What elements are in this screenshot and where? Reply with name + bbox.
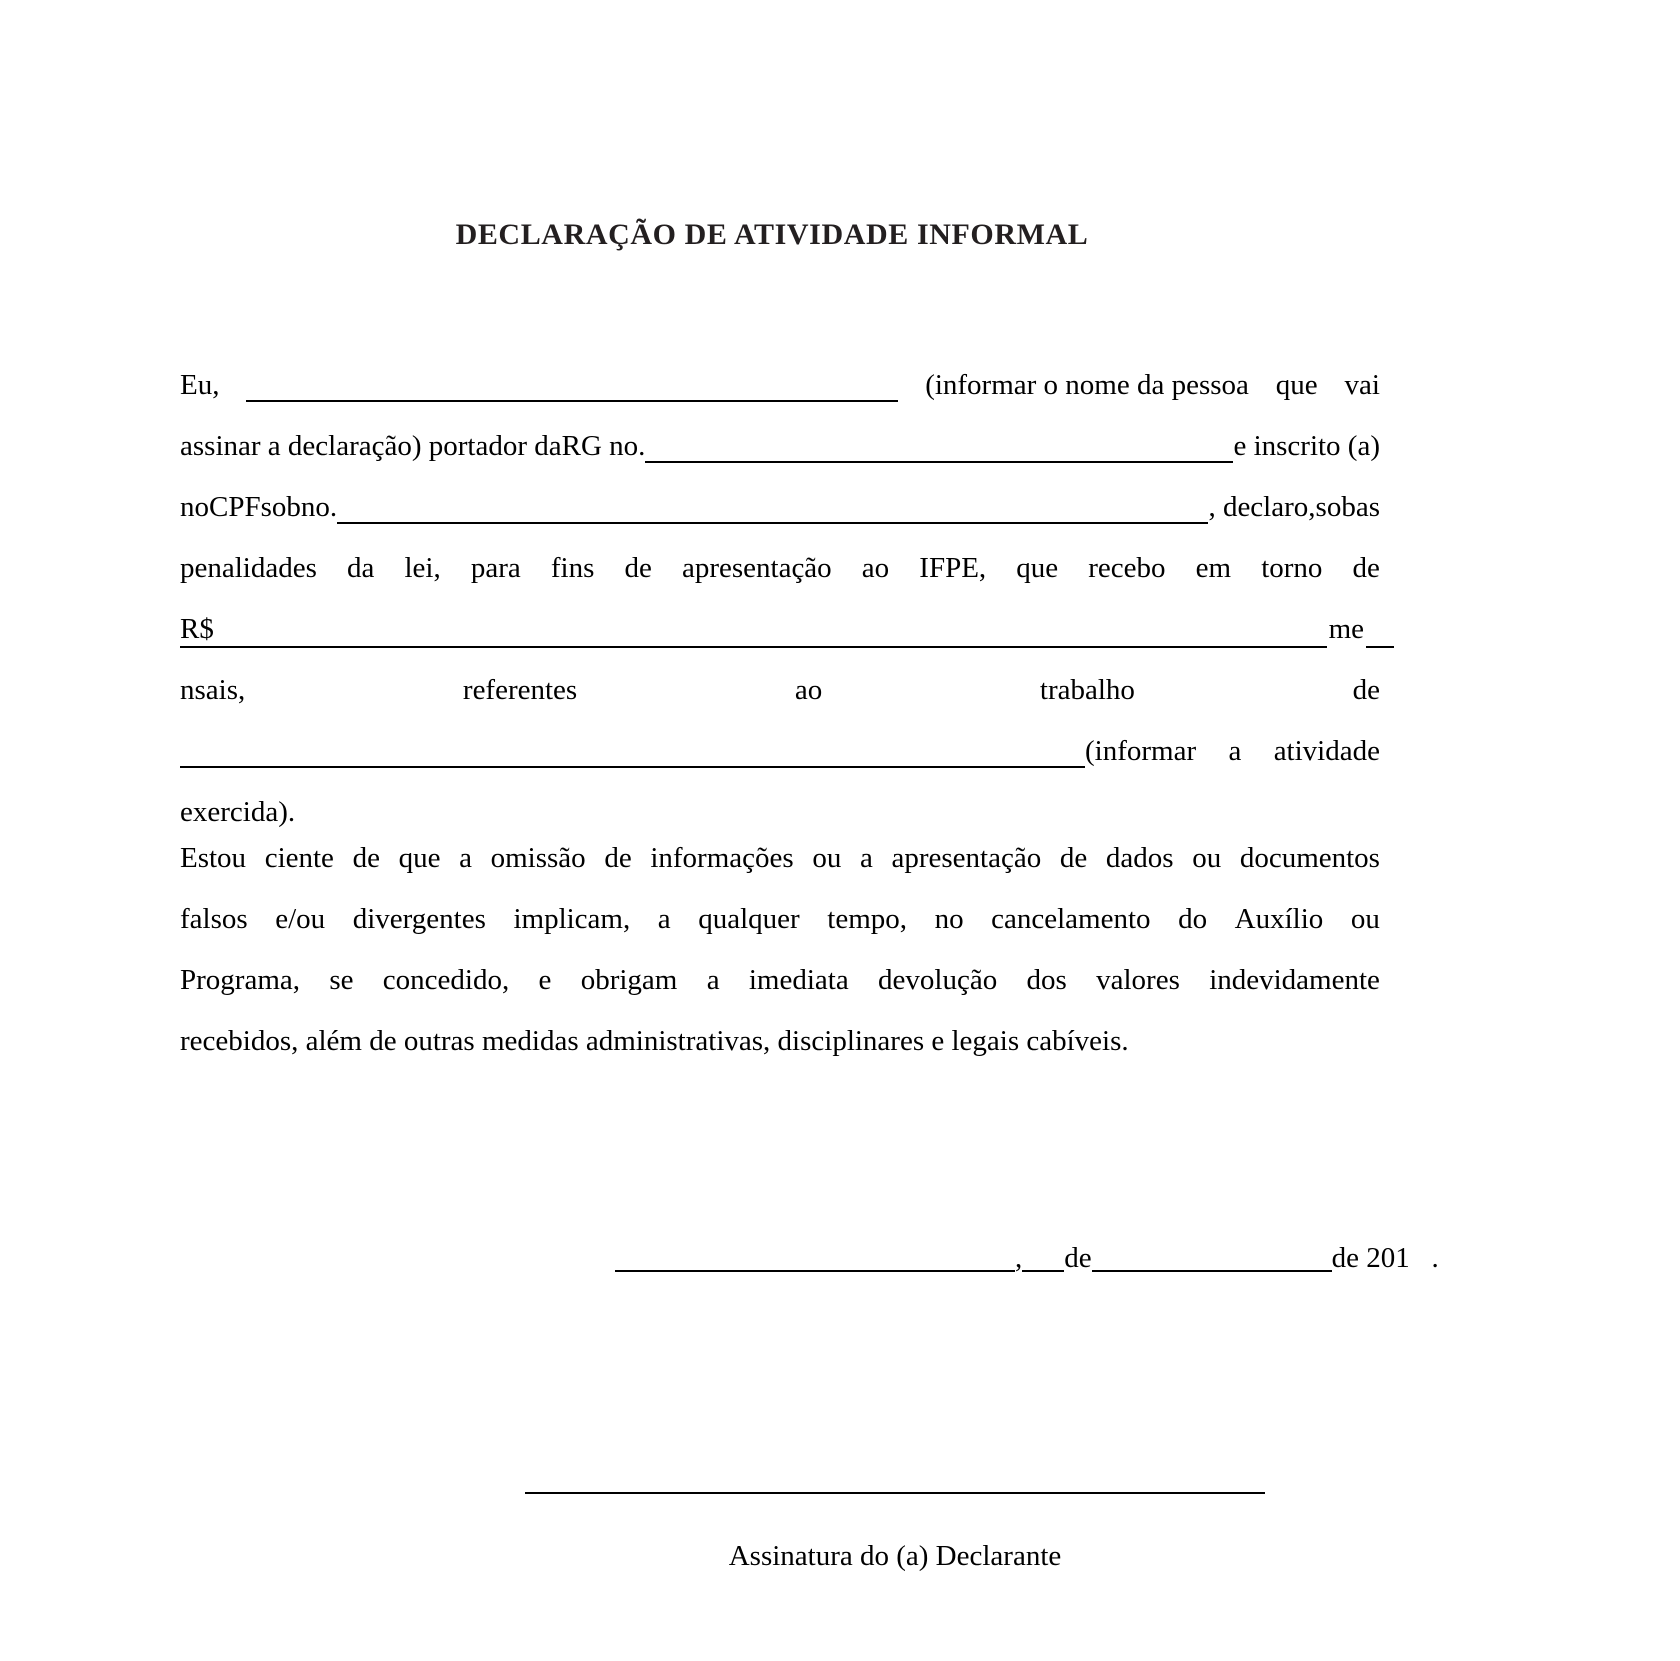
paragraph1-line1-word-que: que (1275, 369, 1318, 401)
paragraph1-line3-word-sob2: sob (1315, 491, 1356, 523)
p2l3-w8: devolução (878, 964, 998, 996)
p1l4-w5: fins (550, 552, 595, 584)
p2l1-w5: a (459, 842, 472, 874)
paragraph2-line-3 (180, 950, 1380, 1011)
p2l2-w2: e/ou (275, 903, 326, 935)
p2l1-w8: informações (650, 842, 794, 874)
informar-atividade-hint: (informar (1085, 735, 1197, 767)
paragraph1-line3-word-no: no (180, 491, 209, 523)
p1l4-w6: de (624, 552, 652, 584)
mensais-fragment-me: me (1327, 599, 1366, 660)
p2l2-w12: ou (1350, 903, 1380, 935)
p1l6-w2: referentes (462, 674, 578, 706)
p2l3-w6: a (706, 964, 720, 996)
p2l3-w7: imediata (748, 964, 849, 996)
paragraph2-line-4 (180, 1011, 1380, 1072)
e-inscrito-text: e inscrito (a) (1233, 430, 1380, 462)
paragraph1-line3-word-sob: sob (260, 491, 301, 523)
paragraph1-line-1 (180, 355, 1380, 416)
paragraph1-line3-word-cpf: CPF (209, 491, 261, 523)
p2l2-w4: implicam, (513, 903, 631, 935)
p1l4-w8: ao (861, 552, 890, 584)
paragraph1-line-5 (180, 599, 1380, 660)
day-blank-field[interactable] (1022, 1270, 1064, 1272)
p1l6-w3: ao (794, 674, 823, 706)
p2l1-w11: apresentação (891, 842, 1042, 874)
p1l4-w14: de (1352, 552, 1380, 584)
mensais-fragment-nsais: nsais, (180, 674, 246, 706)
date-period: . (1431, 1242, 1439, 1274)
paragraph1-line-7 (180, 721, 1380, 782)
p2l4-text: recebidos, além de outras medidas administrativas, disciplinares e legais cabíveis. (180, 1025, 1129, 1057)
p2l3-w4: e (538, 964, 552, 996)
year-prefix: 201 (1366, 1242, 1410, 1274)
p2l2-w9: cancelamento (991, 903, 1151, 935)
income-blank-field[interactable] (180, 646, 1394, 648)
p2l1-w2: ciente (264, 842, 334, 874)
assinar-declaracao-text: assinar a declaração) portador da (180, 430, 562, 462)
p2l2-w3: divergentes (352, 903, 486, 935)
p2l1-w3: de (352, 842, 380, 874)
p2l2-w7: tempo, (827, 903, 908, 935)
p2l2-w10: do (1178, 903, 1208, 935)
p1l4-w7: apresentação (681, 552, 832, 584)
p1l4-w10: que (1016, 552, 1059, 584)
city-blank-field[interactable] (615, 1270, 1015, 1272)
p2l1-w6: omissão (490, 842, 586, 874)
rg-blank-field[interactable] (645, 461, 1233, 463)
p2l3-w9: dos (1026, 964, 1067, 996)
p1l7-w2: atividade (1273, 735, 1380, 767)
p1l4-w11: recebo (1088, 552, 1166, 584)
name-blank-field[interactable] (246, 400, 898, 402)
p1l4-w1: penalidades (180, 552, 317, 584)
signature-caption: Assinatura do (a) Declarante (728, 1540, 1062, 1572)
p1l6-w5: de (1352, 674, 1380, 706)
p2l2-w8: no (934, 903, 964, 935)
p2l3-w11: indevidamente (1209, 964, 1380, 996)
signature-line[interactable] (525, 1492, 1265, 1494)
p2l2-w5: a (657, 903, 671, 935)
p1l7-w1: a (1228, 735, 1242, 767)
p1l4-w4: para (470, 552, 521, 584)
p1l4-w12: em (1195, 552, 1232, 584)
p2l1-w13: dados (1105, 842, 1174, 874)
p1l4-w13: torno (1261, 552, 1323, 584)
paragraph1-line-4 (180, 538, 1380, 599)
paragraph2-line-2 (180, 889, 1380, 950)
declaration-paragraph-2 (180, 828, 1380, 1072)
p2l2-w1: falsos (180, 903, 248, 935)
p2l1-w7: de (604, 842, 632, 874)
date-de-1: de (1064, 1242, 1092, 1274)
declaro-text: , declaro, (1208, 491, 1316, 523)
p1l4-institution: IFPE, (919, 552, 987, 584)
date-comma: , (1015, 1242, 1023, 1274)
activity-blank-field[interactable] (180, 766, 1085, 768)
paragraph1-line-2 (180, 416, 1380, 477)
paragraph1-line-6 (180, 660, 1380, 721)
rg-label: RG no. (561, 430, 646, 462)
p2l1-w10: a (859, 842, 873, 874)
exercida-text: exercida). (180, 796, 296, 828)
p1l4-w2: da (347, 552, 375, 584)
p2l1-w1: Estou (180, 842, 247, 874)
cpf-blank-field[interactable] (337, 522, 1208, 524)
p1l6-w4: trabalho (1039, 674, 1135, 706)
p2l2-w11: Auxílio (1234, 903, 1324, 935)
p2l1-w12: de (1059, 842, 1088, 874)
declaration-paragraph-1 (180, 355, 1380, 843)
p2l3-w5: obrigam (580, 964, 678, 996)
currency-label: R$ (180, 613, 220, 645)
p2l1-w14: ou (1192, 842, 1222, 874)
p2l1-w15: documentos (1239, 842, 1380, 874)
p2l2-w6: qualquer (698, 903, 800, 935)
p2l3-w2: se (329, 964, 354, 996)
paragraph1-line3-word-as: as (1355, 491, 1380, 523)
month-blank-field[interactable] (1092, 1270, 1332, 1272)
p1l4-w3: lei, (404, 552, 441, 584)
cpf-label: no. (300, 491, 338, 523)
p2l1-w9: ou (812, 842, 842, 874)
p2l1-w4: que (398, 842, 441, 874)
eu-label: Eu, (180, 369, 220, 401)
page-title: DECLARAÇÃO DE ATIVIDADE INFORMAL (455, 218, 1089, 251)
date-line (615, 1238, 1439, 1278)
p2l3-w10: valores (1096, 964, 1180, 996)
p2l3-w3: concedido, (382, 964, 510, 996)
p2l3-w1: Programa, (180, 964, 300, 996)
date-de-2: de (1331, 1242, 1359, 1274)
paragraph1-line-3 (180, 477, 1380, 538)
paragraph1-line1-word-vai: vai (1344, 369, 1380, 401)
informar-nome-hint: (informar o nome da pessoa (925, 369, 1249, 401)
paragraph2-line-1 (180, 828, 1380, 889)
